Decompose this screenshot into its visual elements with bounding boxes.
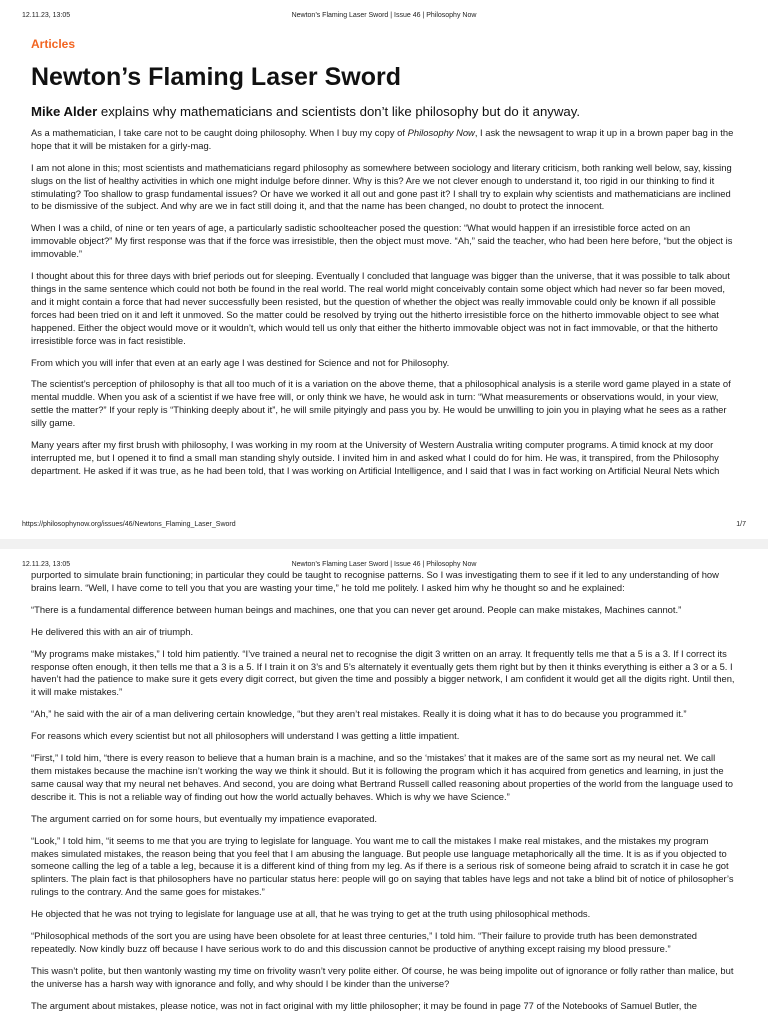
print-doc-title: Newton’s Flaming Laser Sword | Issue 46 | Philosophy Now <box>291 561 477 568</box>
article-title: Newton’s Flaming Laser Sword <box>31 62 401 91</box>
print-doc-title: Newton’s Flaming Laser Sword | Issue 46 | Philosophy Now <box>291 12 477 19</box>
paragraph: The argument carried on for some hours, but eventually my impatience evaporated. <box>31 812 378 824</box>
paragraph: “First,” I told him, “there is every reason to believe that a human brain is a machine, and so the ‘mistakes’ that it makes are of the same sort as my neural net. We call them mistakes because the machine isn’t working the way we think it should. But it is following the program which it has acquired from genetics and learning, in just the same causal way that my neural net behaves. And second, you are doing what Bertrand Russell called reasoning about properties of the world from the language used to describe it. This is not a reliable way of finding out how the world actually behaves. Which is why we have Science.” <box>31 752 733 802</box>
paragraph: “Philosophical methods of the sort you are using have been obsolete for at least three centuries,” I told him. “Their failure to provide truth has been demonstrated repeatedly. Now kindly buzz off because I have serious work to do and this discussion cannot be productive of anything except raising my blood pressure.” <box>31 930 697 954</box>
standfirst <box>31 103 737 120</box>
paragraph: purported to simulate brain functioning; in particular they could be taught to recognise patterns. So I was investigating them to see if it led to any understanding of how brains learn. “Well, I have come to tell you that you are wasting your time,” he told me politely. I asked him why he thought so and he explained: <box>31 569 719 593</box>
print-url: https://philosophynow.org/issues/46/Newtons_Flaming_Laser_Sword <box>22 521 236 528</box>
paragraph: “My programs make mistakes,” I told him patiently. “I’ve trained a neural net to recognise the digit 3 written on an array. It frequently tells me that a 5 is a 3. If I correct its response often enough, it then tells me that a 3 is a 5. If I train it on 3’s and 5’s alternately it eventually gets them right but by then it thinks everything is either a 3 or a 5. I haven’t had the patience to make sure it gets every digit correct, but given the time and possibly a bigger network, I am confident it would get all the digits right. Until then, it will make mistakes.” <box>31 647 735 698</box>
paragraph: For reasons which every scientist but not all philosophers will understand I was getting a little impatient. <box>31 730 460 742</box>
paragraph: Many years after my first brush with philosophy, I was working in my room at the University of Western Australia writing computer programs. A timid knock at my door interrupted me, but I opened it to find a small man standing shyly outside. I invited him in and asked what I could do for him. He was, it transpired, from the Philosophy department. He asked if it was true, as he had been told, that I was working on Artificial Intelligence, and I said that I was in fact working on Artificial Neural Nets which <box>31 439 720 476</box>
magazine-name: Philosophy Now <box>407 126 475 138</box>
paragraph: I thought about this for three days with brief periods out for sleeping. Eventually I concluded that language was bigger than the universe, that it was possible to talk about things in the same sentence which could not both be found in the real world. The real world might conceivably contain some object which had never so far been moved, and it might contain a force that had never successfully been resisted, but the question of whether the object was really immovable could only be known if all possible forces had been tried on it and left it unmoved. So the matter could be resolved by trying out the hitherto irresistible force on the hitherto immovable object to see what happened. Either the object would move or it wouldn’t, which would tell us only that either the hitherto immovable object was not in fact immovable, or that the hitherto irresistible force was in fact resistible. <box>31 270 730 346</box>
print-date: 12.11.23, 13:05 <box>22 12 71 19</box>
paragraph: I am not alone in this; most scientists and mathematicians regard philosophy as somewhere between sociology and literary criticism, both ranking well below, say, kissing slugs on the list of healthy activities in which one might indulge before dinner. Why is this? Are we not clever enough to understand it, too rigid in our thinking to find it stimulating? Too shallow to grasp fundamental issues? Or have we worked it all out and gone past it? I shall try to explain why scientists and mathematicians are inclined to be dismissive of the subject. And why are we in fact still doing it, and that the name has been changed, no doubt to protect the innocent. <box>31 161 732 212</box>
paragraph: As a mathematician, I take care not to be caught doing philosophy. When I buy my copy of Philosophy Now, I ask the newsagent to wrap it up in a brown paper bag in the hope that it will be mistaken for a girly-mag. <box>31 126 734 151</box>
paragraph: “Look,” I told him, “it seems to me that you are trying to legislate for language. You want me to call the mistakes I make real mistakes, and the mistakes my program makes simulated mistakes, the reason being that you feel that I am abusing the language. But people use language metaphorically all the time. It is as if you objected to someone calling the leg of a table a leg, because it is a different kind of thing from my leg. As if there is a serious risk of someone being afraid to scratch it in case he got splinters. The plain fact is that philosophers have no particular status here: people will go on saying that tables have legs and not take a blind bit of notice of philosopher’s rulings to the contrary. And the same goes for mistakes.” <box>31 834 734 898</box>
standfirst-text: explains why mathematicians and scientists don’t like philosophy but do it anyway. <box>97 103 581 119</box>
paragraph: The scientist’s perception of philosophy is that all too much of it is a variation on the above theme, that a philosophical analysis is a sterile word game played in a state of mental muddle. When you ask of a scientist if we have free will, or only think we have, he would ask in turn: “What measurements or observations would, in your view, settle the matter?” If your reply is “Thinking deeply about it”, he will smile pityingly and pass you by. He would be unwilling to join you in playing what he sees as a rather silly game. <box>31 378 731 429</box>
print-header <box>22 12 746 21</box>
print-page-number: 1/7 <box>736 521 746 528</box>
paragraph: The argument about mistakes, please notice, was not in fact original with my little philosopher; it may be found in page 77 of the Notebooks of Samuel Butler, the <box>31 999 697 1011</box>
author-name[interactable]: Mike Alder <box>31 103 98 119</box>
article-body-page-2 <box>31 569 737 1022</box>
paragraph: When I was a child, of nine or ten years of age, a particularly sadistic schoolteacher posed the question: “What would happen if an irresistible force acted on an immovable object?” My first response was that if the force was irresistible, then the object must move. “Ah,” said the teacher, who had been here before, “but the object is immovable.” <box>31 222 733 260</box>
print-date: 12.11.23, 13:05 <box>22 561 71 568</box>
paragraph: This wasn’t polite, but then wantonly wasting my time on frivolity wasn’t very polite either. Of course, he was being impolite out of ignorance or folly rather than malice, but the universe has a harsh way with ignorance and folly, and why should I be kinder than the universe? <box>31 964 734 989</box>
paragraph: He delivered this with an air of triumph. <box>31 625 194 637</box>
print-footer <box>22 521 746 530</box>
paragraph: “Ah,” he said with the air of a man delivering certain knowledge, “but they aren’t real mistakes. Really it is doing what it has to do because you programmed it.” <box>31 708 687 720</box>
paragraph: He objected that he was not trying to legislate for language use at all, that he was trying to get at the truth using philosophical methods. <box>31 908 591 920</box>
paragraph: From which you will infer that even at an early age I was destined for Science and not for Philosophy. <box>31 356 450 368</box>
section-label[interactable]: Articles <box>31 37 76 51</box>
article-body-page-1 <box>31 38 737 487</box>
paragraph: “There is a fundamental difference between human beings and machines, one that you can never get around. People can make mistakes, Machines cannot.” <box>31 603 682 615</box>
